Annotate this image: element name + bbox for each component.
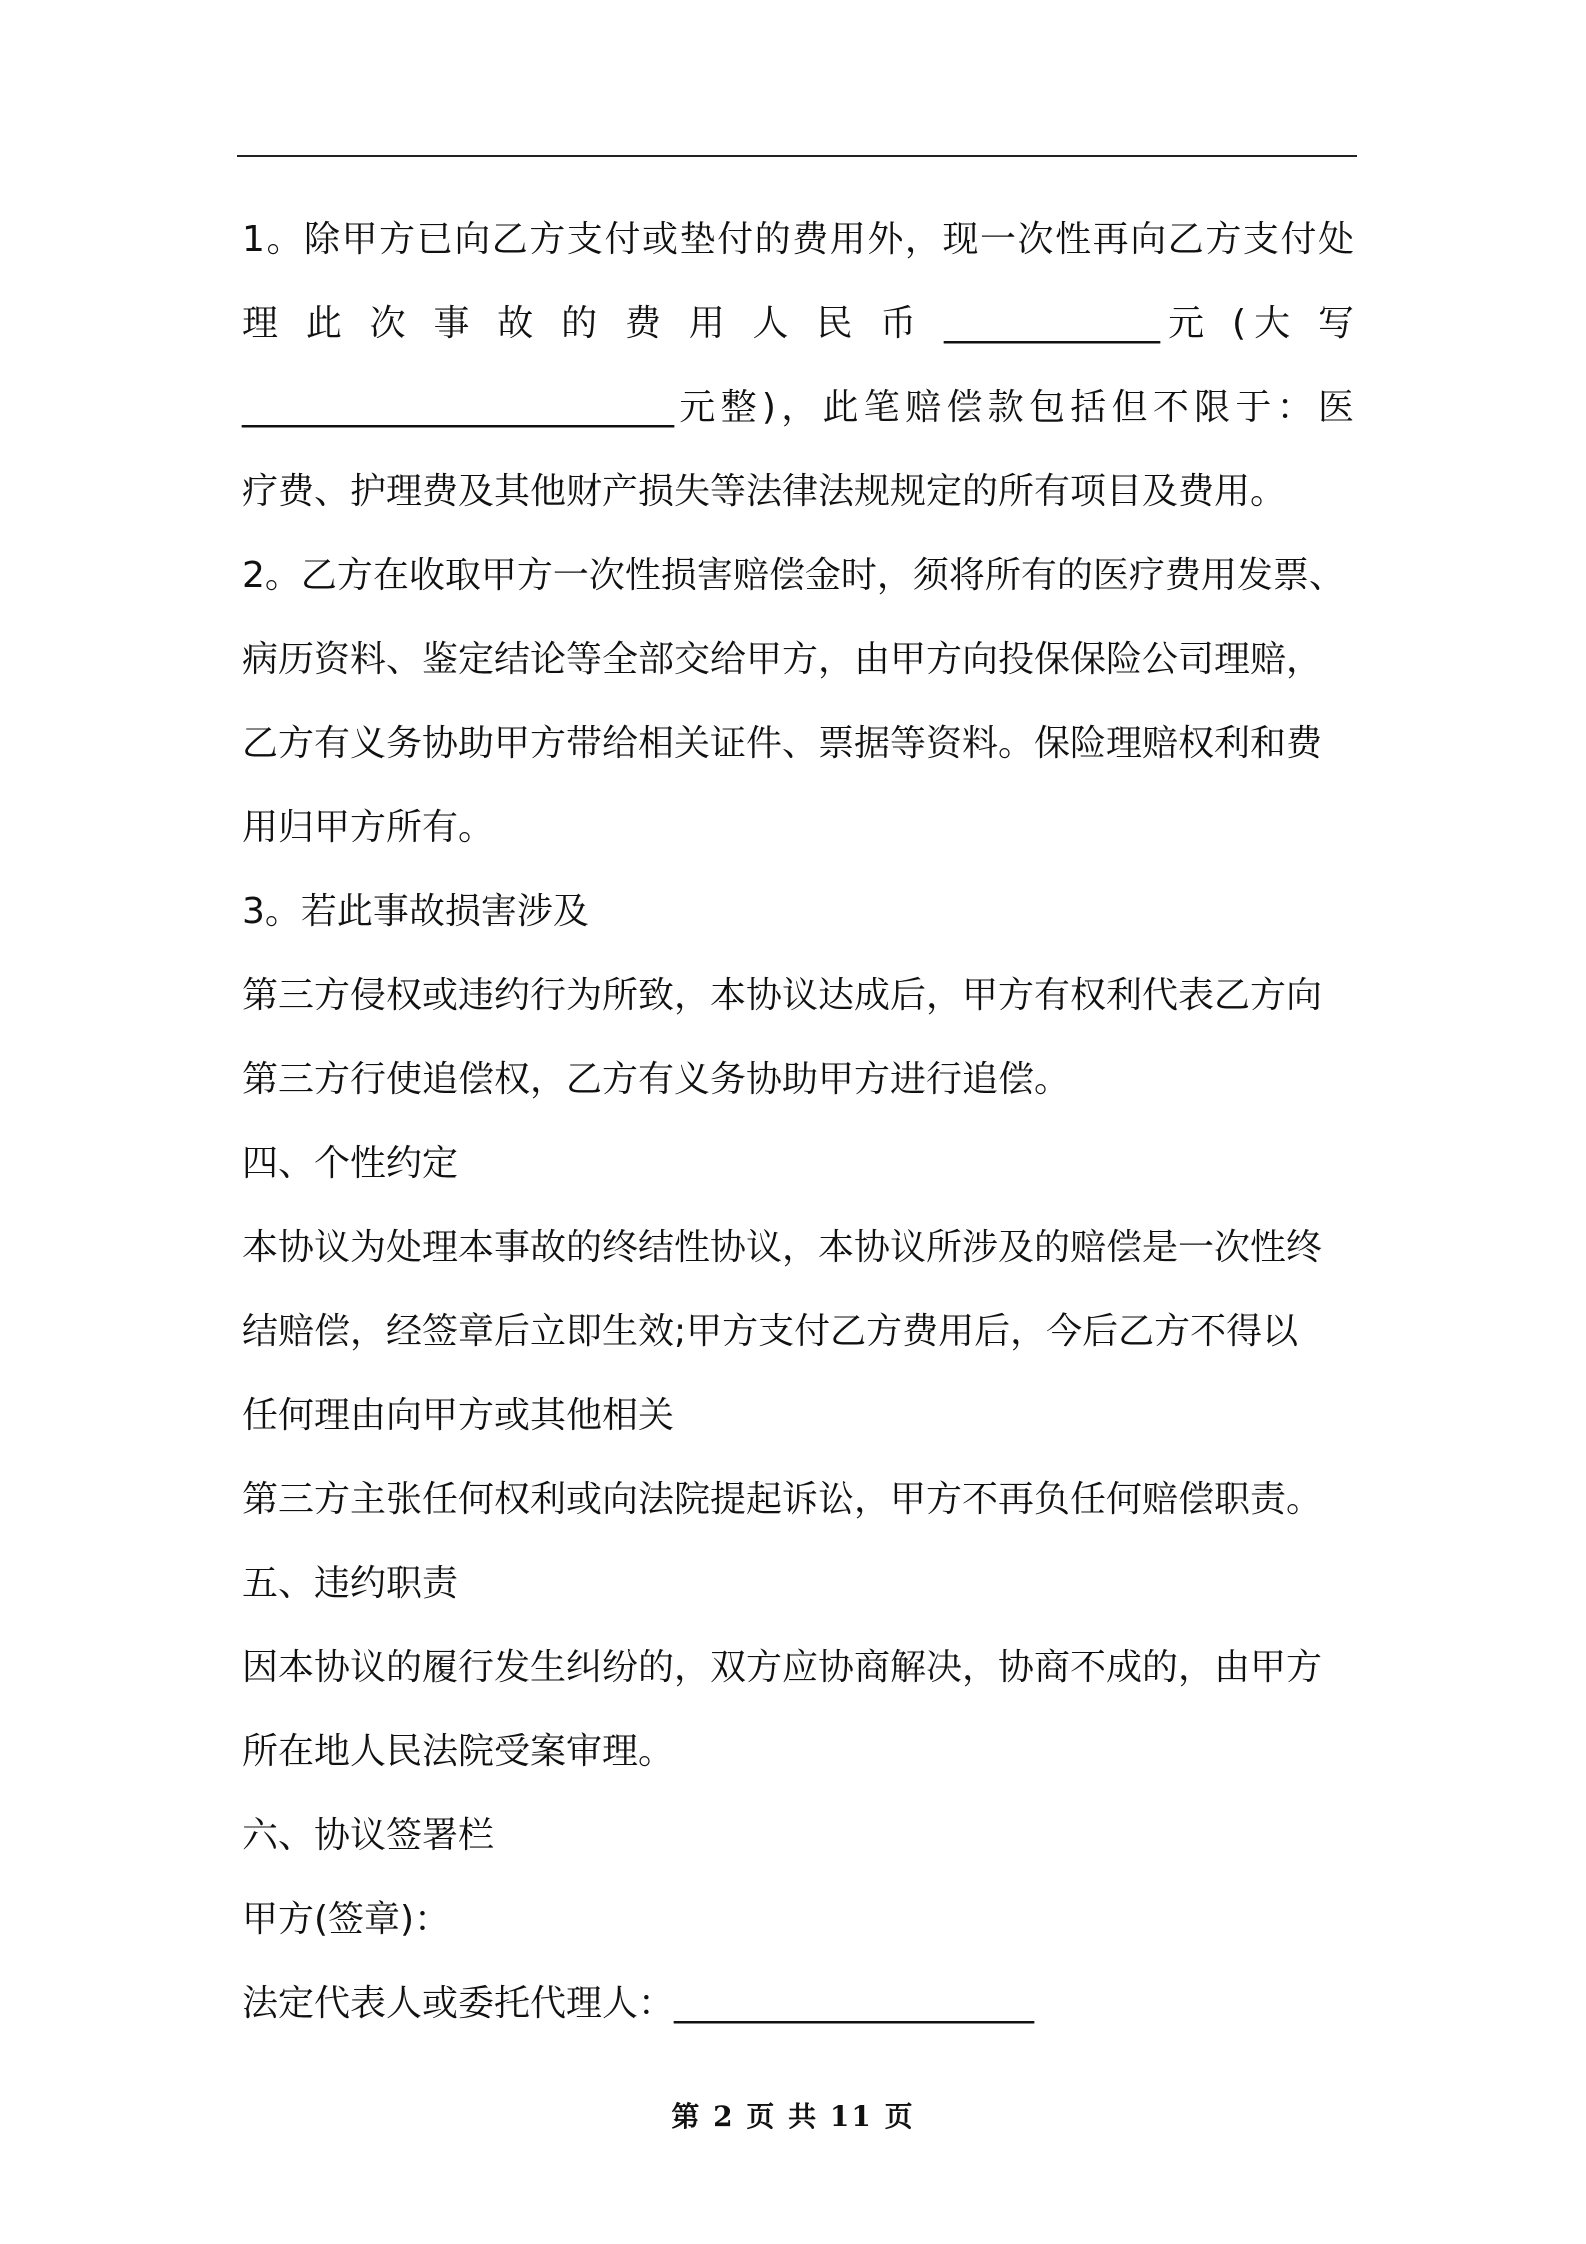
paragraph-line: ________________________元整)，此笔赔偿款包括但不限于：医 (242, 387, 1354, 428)
paragraph-line: 用归甲方所有。 (242, 807, 495, 848)
paragraph-line: 第三方主张任何权利或向法院提起诉讼，甲方不再负任何赔偿职责。 (242, 1479, 1323, 1520)
paragraph-line: 本协议为处理本事故的终结性协议，本协议所涉及的赔偿是一次性终 (242, 1227, 1323, 1268)
paragraph-line: 1。除甲方已向乙方支付或垫付的费用外，现一次性再向乙方支付处 (242, 219, 1354, 260)
paragraph-line: 疗费、护理费及其他财产损失等法律法规规定的所有项目及费用。 (242, 471, 1287, 512)
header-rule (237, 155, 1357, 157)
paragraph-line: 结赔偿，经签章后立即生效;甲方支付乙方费用后，今后乙方不得以 (242, 1311, 1299, 1352)
document-body (242, 198, 1367, 2046)
paragraph-line: 理 此 次 事 故 的 费 用 人 民 币 ____________元 (大 写 (242, 303, 1354, 344)
paragraph-line: 所在地人民法院受案审理。 (242, 1731, 675, 1772)
paragraph-line: 病历资料、鉴定结论等全部交给甲方，由甲方向投保保险公司理赔， (242, 639, 1323, 680)
paragraph-line: 第三方侵权或违约行为所致，本协议达成后，甲方有权利代表乙方向 (242, 975, 1323, 1016)
paragraph-line: 任何理由向甲方或其他相关 (242, 1395, 675, 1436)
paragraph-line: 3。若此事故损害涉及 (242, 891, 589, 932)
signature-line: 甲方(签章)： (242, 1899, 451, 1940)
paragraph-line: 2。乙方在收取甲方一次性损害赔偿金时，须将所有的医疗费用发票、 (242, 555, 1345, 596)
paragraph-line: 因本协议的履行发生纠纷的，双方应协商解决，协商不成的，由甲方 (242, 1647, 1323, 1688)
page-number: 第 2 页 共 11 页 (671, 2100, 915, 2133)
paragraph-line: 乙方有义务协助甲方带给相关证件、票据等资料。保险理赔权利和费 (242, 723, 1323, 764)
section-heading: 五、违约职责 (242, 1563, 459, 1604)
paragraph-line: 第三方行使追偿权，乙方有义务协助甲方进行追偿。 (242, 1059, 1071, 1100)
section-heading: 四、个性约定 (242, 1143, 459, 1184)
section-heading: 六、协议签署栏 (242, 1815, 495, 1856)
signature-line: 法定代表人或委托代理人：____________________ (242, 1983, 1035, 2024)
